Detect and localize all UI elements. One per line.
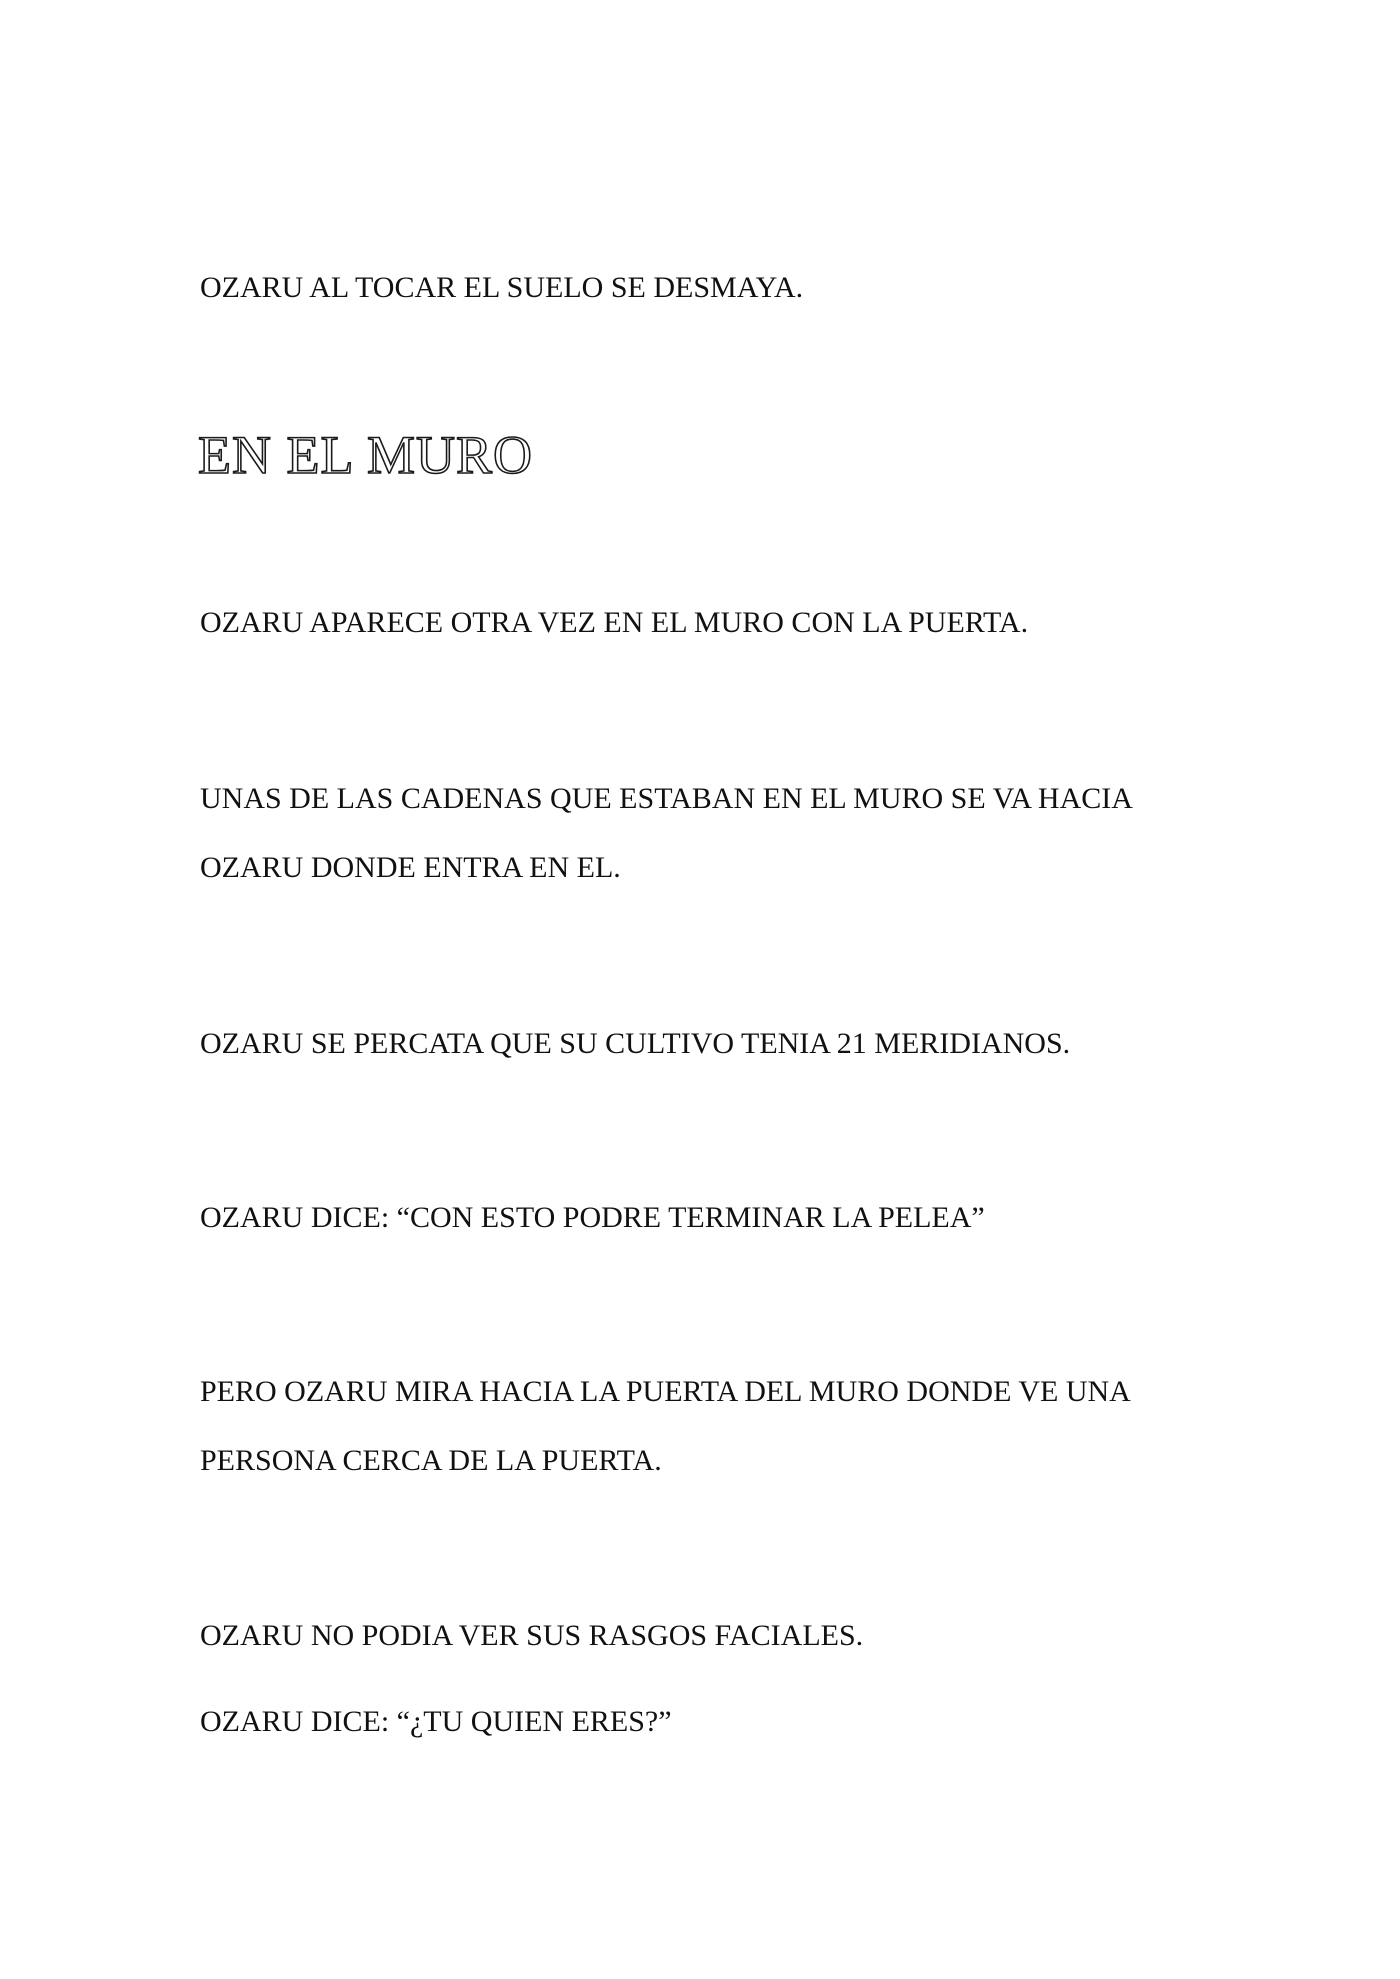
paragraph-line: OZARU SE PERCATA QUE SU CULTIVO TENIA 21 MERIDIANOS. [200, 1027, 1071, 1060]
paragraph-line: OZARU NO PODIA VER SUS RASGOS FACIALES. [200, 1619, 864, 1652]
paragraph-line: OZARU DONDE ENTRA EN EL. [200, 851, 621, 884]
section-heading: EN EL MURO [198, 425, 533, 485]
paragraph-line: PERSONA CERCA DE LA PUERTA. [200, 1444, 662, 1477]
paragraph-line: OZARU DICE: “¿TU QUIEN ERES?” [200, 1705, 672, 1738]
paragraph-line: OZARU APARECE OTRA VEZ EN EL MURO CON LA PUERTA. [200, 606, 1029, 639]
paragraph-line: OZARU AL TOCAR EL SUELO SE DESMAYA. [200, 271, 804, 304]
paragraph-line: PERO OZARU MIRA HACIA LA PUERTA DEL MURO DONDE VE UNA [200, 1375, 1131, 1408]
paragraph-line: OZARU DICE: “CON ESTO PODRE TERMINAR LA PELEA” [200, 1201, 985, 1234]
paragraph-line: UNAS DE LAS CADENAS QUE ESTABAN EN EL MURO SE VA HACIA [200, 782, 1133, 815]
